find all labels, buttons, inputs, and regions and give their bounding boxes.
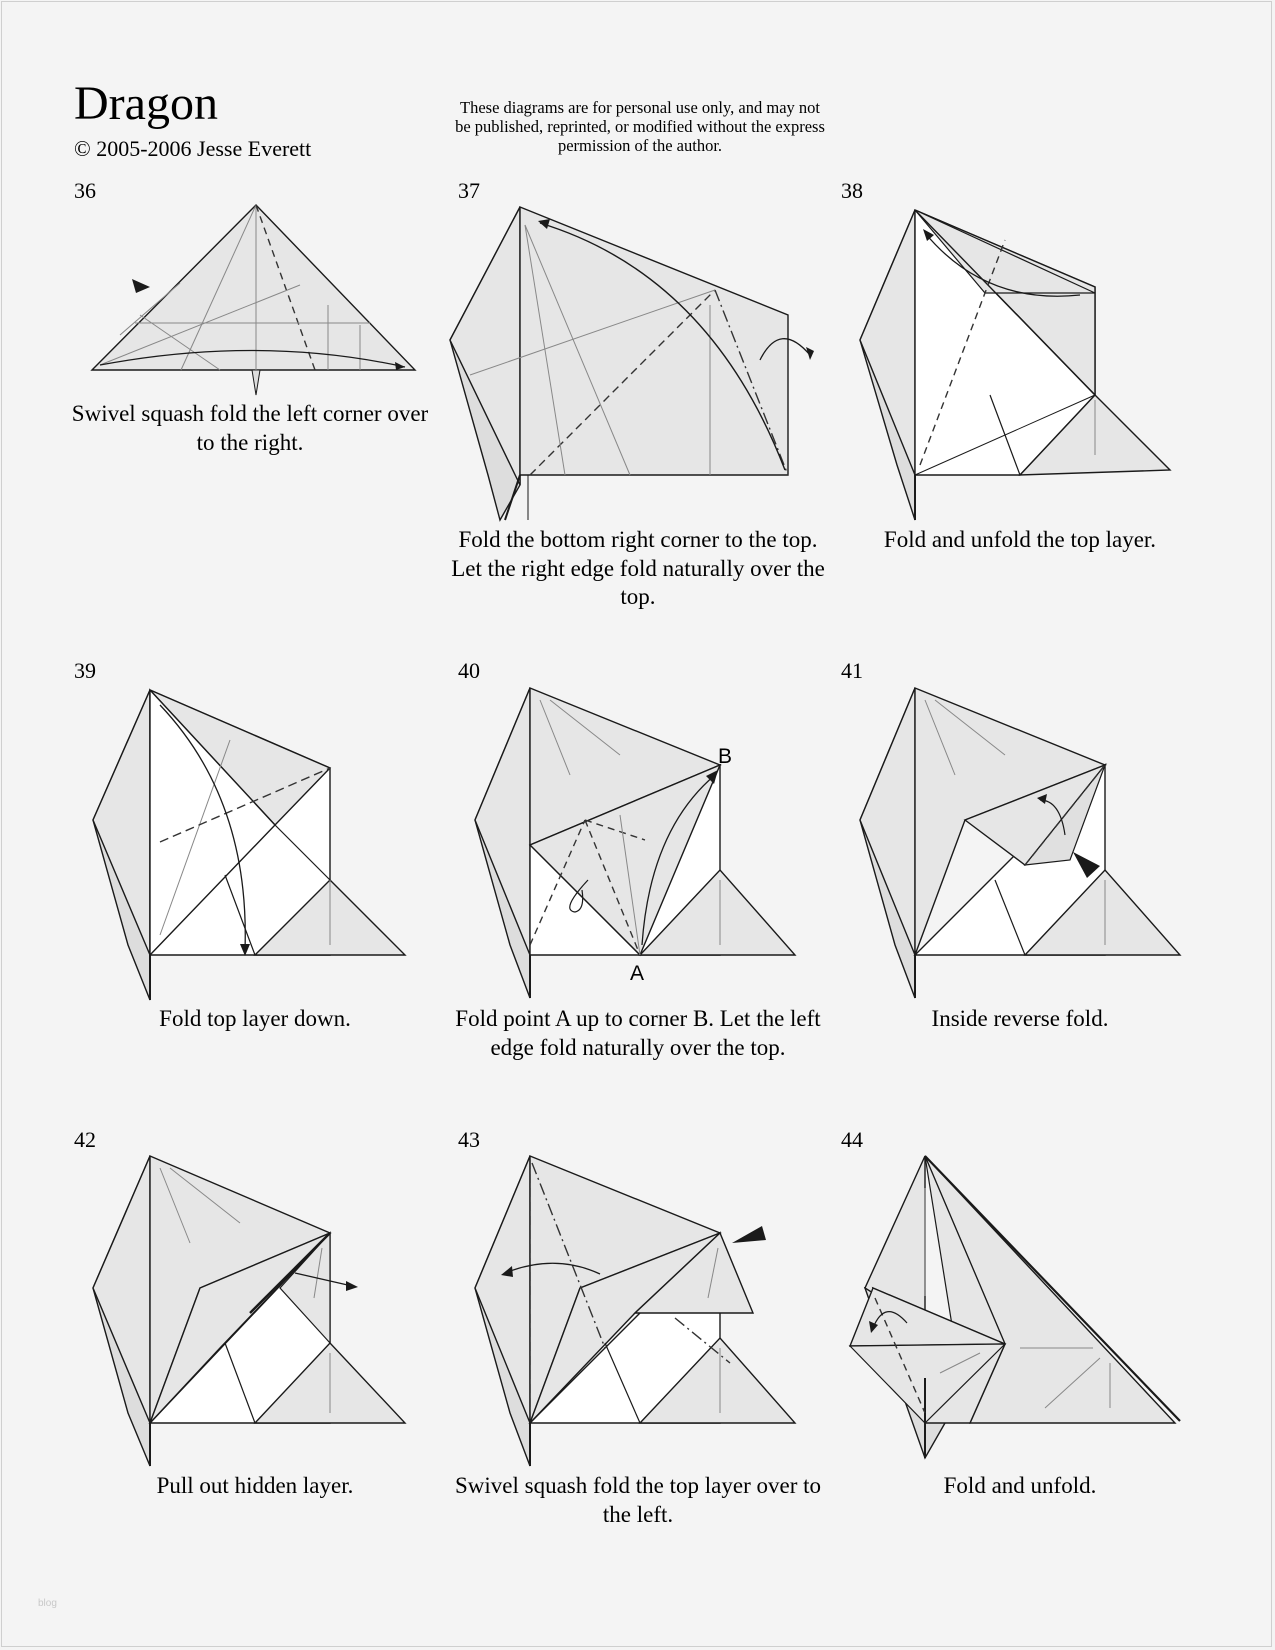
watermark: blog bbox=[38, 1598, 57, 1609]
step-40-number: 40 bbox=[458, 658, 480, 683]
step-39-diagram bbox=[90, 680, 470, 1100]
step-44-figure bbox=[845, 1148, 1225, 1568]
step-41-number: 41 bbox=[841, 658, 863, 683]
step-38-caption: Fold and unfold the top layer. bbox=[883, 527, 1157, 552]
step-42-caption: Pull out hidden layer. bbox=[156, 1473, 354, 1498]
step-44-caption: Fold and unfold. bbox=[943, 1473, 1097, 1498]
step-41-caption: Inside reverse fold. bbox=[931, 1006, 1109, 1031]
corner-b-label: B bbox=[718, 745, 733, 768]
copyright-line: © 2005-2006 Jesse Everett bbox=[74, 136, 312, 161]
step-37-caption: Fold the bottom right corner to the top. Let the right edge fold naturally over the top. bbox=[451, 527, 825, 609]
step-42-diagram bbox=[90, 1148, 470, 1568]
step-44-number: 44 bbox=[841, 1127, 863, 1152]
step-41-diagram bbox=[855, 680, 1235, 1100]
step-42-figure bbox=[90, 1148, 470, 1568]
step-44-diagram bbox=[845, 1148, 1225, 1568]
step-39-figure bbox=[90, 680, 470, 1100]
step-41-figure bbox=[855, 680, 1235, 1100]
usage-notice: These diagrams are for personal use only, and may not be published, reprinted, or modified without the express permission of the author. bbox=[455, 98, 825, 155]
step-40-caption: Fold point A up to corner B. Let the left edge fold naturally over the top. bbox=[455, 1006, 821, 1060]
step-42-number: 42 bbox=[74, 1127, 96, 1152]
step-39-caption: Fold top layer down. bbox=[159, 1006, 351, 1031]
point-a-label: A bbox=[630, 962, 645, 985]
step-43-caption: Swivel squash fold the top layer over to the left. bbox=[454, 1473, 821, 1527]
step-37-number: 37 bbox=[458, 178, 480, 203]
step-43-number: 43 bbox=[458, 1127, 480, 1152]
page-title: Dragon bbox=[74, 77, 218, 130]
step-36-caption: Swivel squash fold the left corner over to the right. bbox=[71, 401, 429, 455]
step-38-number: 38 bbox=[841, 178, 863, 203]
step-36-number: 36 bbox=[74, 178, 96, 203]
step-39-number: 39 bbox=[74, 658, 96, 683]
